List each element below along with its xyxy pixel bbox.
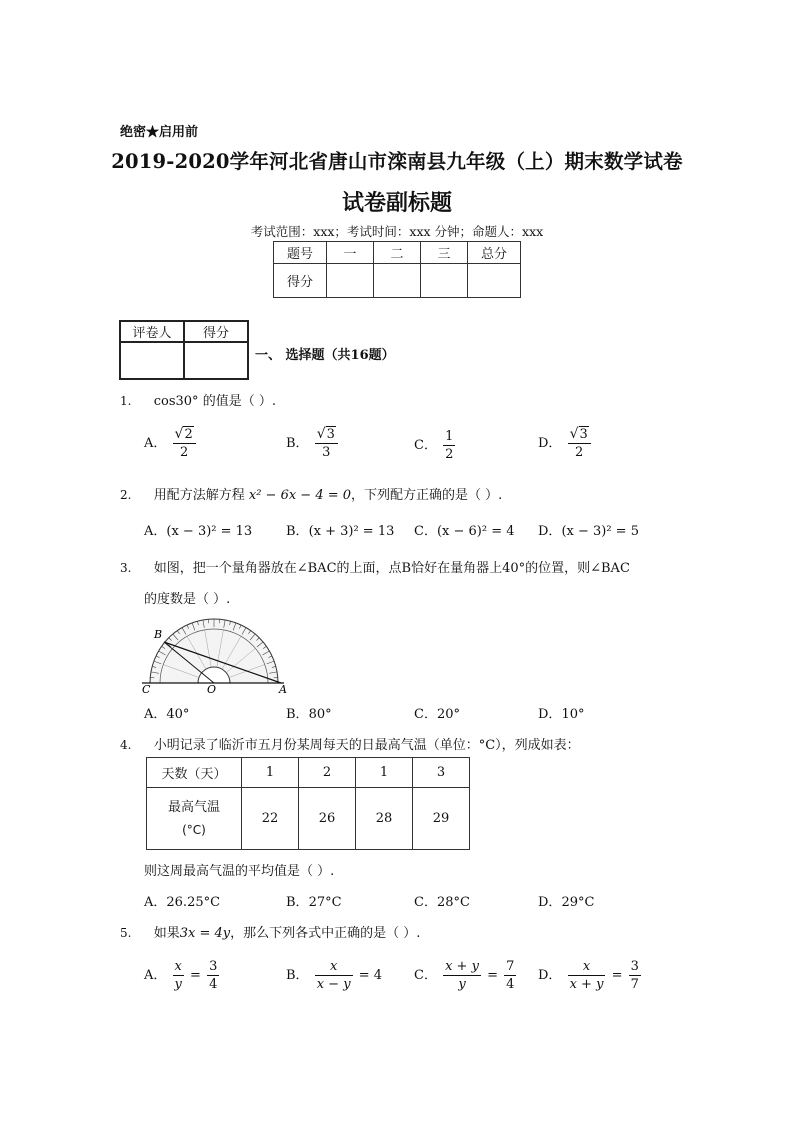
option-label: C． xyxy=(414,895,437,910)
fraction: $\frac{√2}{2}$ xyxy=(173,426,196,461)
table-cell: 2 xyxy=(299,758,356,788)
question-number: 3. xyxy=(120,561,132,575)
option-a[interactable] xyxy=(144,891,220,910)
option-d[interactable] xyxy=(538,520,639,539)
option-rhs: = xyxy=(190,968,206,983)
table-cell: 22 xyxy=(242,788,299,850)
question-stem-line1: 如图，把一个量角器放在∠BAC的上面，点B恰好在量角器上40°的位置，则∠BAC xyxy=(153,561,630,576)
score-header-cell: 总分 xyxy=(468,242,521,264)
question-stem: 如果3x = 4y，那么下列各式中正确的是（ ）. xyxy=(153,926,421,941)
option-b[interactable] xyxy=(286,891,342,910)
fraction: $\frac{7}{4}$ xyxy=(506,959,515,992)
option-label: C． xyxy=(414,707,437,722)
grader-score-label: 得分 xyxy=(184,321,248,342)
question-number: 1. xyxy=(120,394,132,408)
score-cell[interactable] xyxy=(468,264,521,298)
option-text: (x − 3)² = 5 xyxy=(561,524,639,539)
option-label: D． xyxy=(538,524,562,539)
grader-score-cell[interactable] xyxy=(184,342,248,379)
option-label: A． xyxy=(144,968,167,983)
option-d[interactable] xyxy=(538,958,643,993)
score-header-cell: 二 xyxy=(374,242,421,264)
option-c[interactable] xyxy=(414,703,460,722)
option-rhs: = 4 xyxy=(358,968,382,983)
fraction: $\frac{x}{x - y}$ xyxy=(316,959,351,992)
score-header-cell: 一 xyxy=(327,242,374,264)
fraction: $\frac{x + y}{y}$ xyxy=(445,959,479,992)
option-c[interactable] xyxy=(414,428,457,463)
option-label: D． xyxy=(538,895,562,910)
table-cell: 28 xyxy=(356,788,413,850)
score-cell[interactable] xyxy=(374,264,421,298)
fraction: $\frac{x}{y}$ xyxy=(174,959,182,992)
option-rhs: = xyxy=(487,968,503,983)
option-label: B． xyxy=(286,436,309,451)
fraction: $\frac{3}{7}$ xyxy=(630,959,639,992)
question-follow: 则这周最高气温的平均值是（ ）. xyxy=(144,864,335,879)
table-cell: 29 xyxy=(413,788,470,850)
table-cell: 26 xyxy=(299,788,356,850)
option-label: B． xyxy=(286,895,309,910)
page-subtitle: 试卷副标题 xyxy=(341,190,452,216)
option-text: (x − 6)² = 4 xyxy=(436,524,515,539)
fraction: $\frac{√3}{3}$ xyxy=(315,426,338,461)
option-label: A． xyxy=(144,436,167,451)
option-text: 20° xyxy=(436,707,460,722)
option-a[interactable] xyxy=(144,958,221,993)
fraction: $\frac{1}{2}$ xyxy=(445,429,454,462)
fraction: $\frac{3}{4}$ xyxy=(209,959,218,992)
option-c[interactable] xyxy=(414,891,470,910)
option-label: A． xyxy=(144,895,167,910)
option-label: A． xyxy=(144,524,167,539)
question-stem: cos30° 的值是（ ）. xyxy=(153,394,276,409)
question-2 xyxy=(120,484,502,503)
score-row-label: 得分 xyxy=(274,264,327,298)
option-label: D． xyxy=(538,436,562,451)
option-b[interactable] xyxy=(286,520,394,539)
secret-label: 绝密★启用前 xyxy=(120,125,199,140)
protractor-figure xyxy=(138,615,294,695)
page-title: 2019-2020学年河北省唐山市滦南县九年级（上）期末数学试卷 xyxy=(111,150,683,173)
option-label: B． xyxy=(286,524,309,539)
question-1 xyxy=(120,390,276,409)
table-row-label: 最高气温 (°C) xyxy=(147,788,242,850)
option-d[interactable] xyxy=(538,426,593,461)
option-b[interactable] xyxy=(286,426,340,461)
exam-info: 考试范围：xxx；考试时间：xxx 分钟；命题人：xxx xyxy=(250,224,544,239)
option-label: C． xyxy=(414,438,437,453)
option-c[interactable] xyxy=(414,520,515,539)
option-text: 29°C xyxy=(561,895,595,910)
option-text: 10° xyxy=(561,707,585,722)
option-text: (x − 3)² = 13 xyxy=(166,524,253,539)
option-d[interactable] xyxy=(538,703,584,722)
option-text: 28°C xyxy=(436,895,470,910)
table-row-label: 天数（天） xyxy=(147,758,242,788)
option-label: C． xyxy=(414,968,437,983)
label-c: C xyxy=(142,683,151,695)
score-cell[interactable] xyxy=(327,264,374,298)
section-title: 一、 选择题（共16题） xyxy=(255,348,395,363)
option-label: B． xyxy=(286,968,309,983)
label-a: A xyxy=(279,683,287,695)
score-header-cell: 题号 xyxy=(274,242,327,264)
question-stem-line2: 的度数是（ ）. xyxy=(144,592,231,607)
score-table xyxy=(273,241,521,298)
fraction: $\frac{x}{x + y}$ xyxy=(569,959,604,992)
fraction: $\frac{√3}{2}$ xyxy=(568,426,591,461)
label-o: O xyxy=(207,683,217,695)
option-b[interactable] xyxy=(286,703,332,722)
table-cell: 1 xyxy=(242,758,299,788)
grader-label: 评卷人 xyxy=(120,321,184,342)
table-cell: 1 xyxy=(356,758,413,788)
option-text: 80° xyxy=(308,707,332,722)
question-5 xyxy=(120,922,420,941)
option-text: 26.25°C xyxy=(166,895,221,910)
option-text: (x + 3)² = 13 xyxy=(308,524,395,539)
question-3 xyxy=(120,557,630,576)
question-stem: 用配方法解方程 x² − 6x − 4 = 0，下列配方正确的是（ ）. xyxy=(153,488,503,503)
table-cell: 3 xyxy=(413,758,470,788)
option-a[interactable] xyxy=(144,703,189,722)
grader-cell[interactable] xyxy=(120,342,184,379)
option-text: 27°C xyxy=(308,895,342,910)
option-d[interactable] xyxy=(538,891,594,910)
option-text: 40° xyxy=(166,707,190,722)
option-label: A． xyxy=(144,707,167,722)
option-a[interactable] xyxy=(144,520,252,539)
option-c[interactable] xyxy=(414,958,518,993)
temperature-table xyxy=(146,757,470,850)
option-label: D． xyxy=(538,707,562,722)
question-number: 4. xyxy=(120,738,132,752)
option-label: D． xyxy=(538,968,562,983)
option-a[interactable] xyxy=(144,426,198,461)
label-b: B xyxy=(154,628,163,641)
score-header-cell: 三 xyxy=(421,242,468,264)
option-b[interactable] xyxy=(286,958,382,993)
question-stem: 小明记录了临沂市五月份某周每天的日最高气温（单位：°C），列成如表： xyxy=(153,738,580,753)
question-4 xyxy=(120,734,580,753)
option-label: C． xyxy=(414,524,437,539)
score-cell[interactable] xyxy=(421,264,468,298)
question-number: 5. xyxy=(120,926,132,940)
option-rhs: = xyxy=(611,968,627,983)
option-label: B． xyxy=(286,707,309,722)
question-number: 2. xyxy=(120,488,132,502)
grader-box xyxy=(119,320,249,380)
